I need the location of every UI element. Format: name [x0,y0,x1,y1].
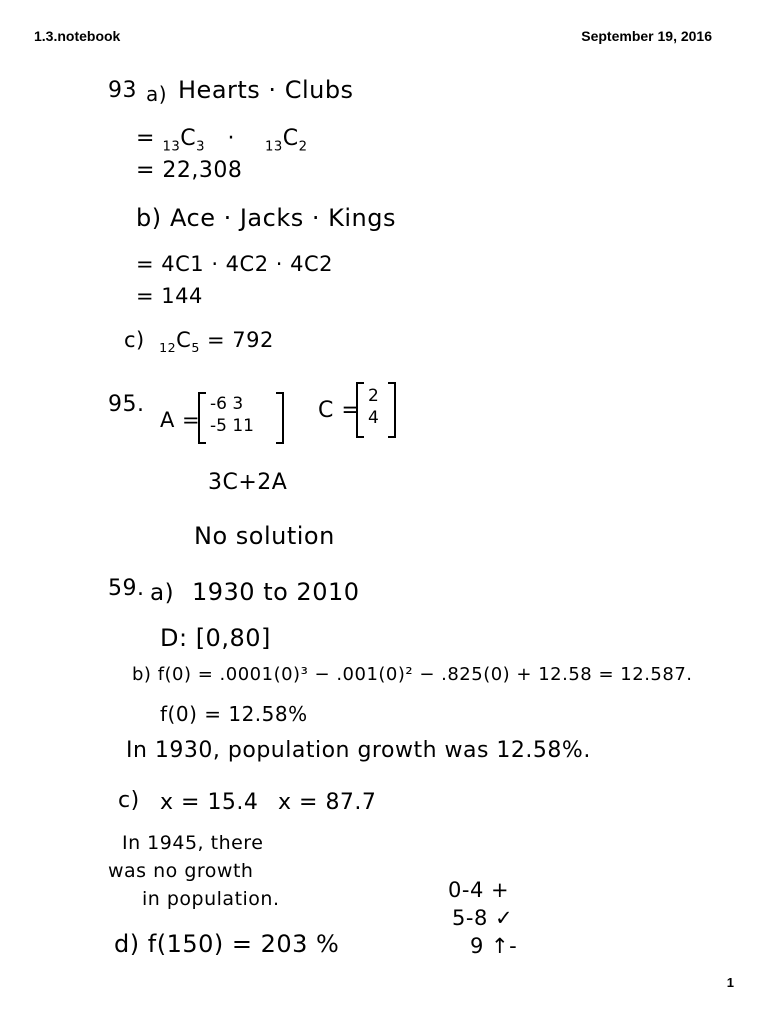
matrix-a-right-bracket [276,392,284,444]
matrix-c-row-2: 4 [368,408,379,428]
problem-93-label: 93 [108,78,137,103]
problem-59a-domain: D: [0,80] [160,624,271,652]
n-subscript: 12 [159,340,177,356]
matrix-a-name: A = [160,408,201,432]
problem-93b-result: = 144 [136,284,203,308]
problem-59c-root-2: x = 87.7 [278,790,377,815]
problem-59c-root-1: x = 15.4 [160,790,259,815]
problem-93c-expression: c) $_{12}C_5 = 792$ [124,328,274,356]
k-subscript: 3 [196,139,205,155]
notebook-date: September 19, 2016 [581,28,712,44]
problem-93b-label: b) [136,204,162,232]
k-subscript: 5 [191,340,200,356]
problem-93a-result: = 22,308 [136,158,243,183]
problem-93b-expression: = 4C1 · 4C2 · 4C2 [136,252,333,276]
problem-59b-equation: f(0) = .0001(0)³ − .001(0)² − .825(0) + 12.58 = 12.587. [157,664,693,685]
notebook-filename: 1.3.notebook [34,28,121,44]
problem-59a-text: 1930 to 2010 [192,578,360,606]
problem-59a-label: a) [150,580,175,606]
problem-59c-line-1: In 1945, there [122,832,264,854]
problem-59c-line-2: was no growth [108,860,254,882]
n-subscript: 13 [264,139,283,155]
problem-93a-label: a) [146,82,168,106]
matrix-c-left-bracket [356,382,364,438]
page-number: 1 [726,975,734,990]
problem-93a-expression: = $_{13}C_3$ · $_{13}C_2$ [136,126,308,155]
problem-93a-title: Hearts · Clubs [178,76,354,104]
grading-line-1: 0-4 + [448,878,510,902]
problem-59c-line-3: in population. [142,888,280,910]
problem-95-label: 95. [108,392,145,417]
matrix-a-left-bracket [198,392,206,444]
problem-59d-text: f(150) = 203 % [147,930,340,958]
problem-59b-line-1 [132,666,693,684]
matrix-c-right-bracket [388,382,396,438]
n-subscript: 13 [162,139,181,155]
problem-59c-label: c) [118,788,140,813]
problem-93c-label: c) [124,328,145,352]
matrix-a-row-2: -5 11 [210,416,254,436]
problem-59b-label: b) [132,664,152,685]
grading-line-3: 9 ↑- [470,934,518,958]
grading-line-2: 5-8 ✓ [452,906,514,930]
problem-59-label: 59. [108,576,145,601]
problem-59d-label: d) [114,930,140,958]
problem-59d-expression [114,932,339,956]
k-subscript: 2 [298,139,308,155]
matrix-a-row-1: -6 3 [210,394,244,414]
problem-93b-title: Ace · Jacks · Kings [170,204,396,232]
matrix-c-name: C = [318,398,361,423]
problem-95-expression: 3C+2A [208,470,288,495]
problem-59b-line-3: In 1930, population growth was 12.58%. [126,738,591,763]
matrix-c-row-1: 2 [368,386,379,406]
problem-59b-line-2: f(0) = 12.58% [160,702,308,726]
problem-95-answer: No solution [194,522,335,550]
problem-93c-result: = 792 [207,328,274,352]
